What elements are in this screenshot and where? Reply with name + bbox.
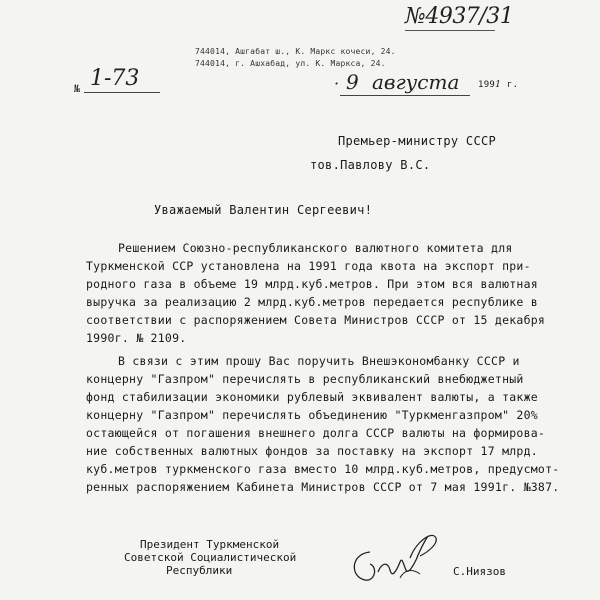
paragraph-line: ренных распоряжением Кабинета Министров СССР от 7 мая 1991г. №387. xyxy=(86,480,560,494)
paragraph-line: остающейся от погашения внешнего долга СССР валюты на формирова- xyxy=(86,426,546,440)
addressee-line-2: тов.Павлову В.С. xyxy=(310,158,431,172)
signatory-title-3: Республики xyxy=(166,564,233,577)
signatory-title-2: Советской Социалистической xyxy=(124,551,297,564)
signatory-title-1: Президент Туркменской xyxy=(140,538,280,551)
letterhead-address-russian: 744014, г. Ашхабад, ул. К. Маркса, 24. xyxy=(195,59,386,68)
paragraph-line: соответствии с распоряжением Совета Министров СССР от 15 декабря xyxy=(86,313,546,327)
paragraph-line: родного газа в объеме 19 млрд.куб.метров. При этом вся валютная xyxy=(86,277,538,291)
letterhead-address-turkmen: 744014, Ашгабат ш., К. Маркс кочеси, 24. xyxy=(195,47,396,56)
outgoing-number-line xyxy=(84,92,160,93)
date-year: 1991 г. xyxy=(478,80,519,90)
salutation: Уважаемый Валентин Сергеевич! xyxy=(154,203,373,217)
date-dot: · xyxy=(334,74,340,93)
paragraph-line: Решением Союзно-республиканского валютного комитета для xyxy=(118,241,513,255)
outgoing-number-prefix: № xyxy=(74,84,81,95)
paragraph-line: 1990г. № 2109. xyxy=(86,331,187,345)
signatory-name: С.Ниязов xyxy=(453,565,506,578)
reg-number-underline xyxy=(405,30,495,31)
registration-number: №4937/31 xyxy=(405,4,514,29)
handwritten-signature xyxy=(340,522,450,592)
date-day: 9 xyxy=(346,70,359,94)
paragraph-line: куб.метров туркменского газа вместо 10 млрд.куб.метров, предусмот- xyxy=(86,462,560,476)
paragraph-line: концерну "Газпром" перечислять объединению "Туркменгазпром" 20% xyxy=(86,408,538,422)
addressee-line-1: Премьер-министру СССР xyxy=(338,134,497,148)
paragraph-line: фонд стабилизации экономики рублевый эквивалент валюты, а также xyxy=(86,390,538,404)
date-month: августа xyxy=(372,70,460,94)
paragraph-line: В связи с этим прошу Вас поручить Внешэкономбанку СССР и xyxy=(118,354,520,368)
date-underline xyxy=(340,95,470,96)
paragraph-line: выручка за реализацию 2 млрд.куб.метров передается республике в xyxy=(86,295,538,309)
outgoing-number: 1-73 xyxy=(90,66,140,91)
paragraph-line: концерну "Газпром" перечислять в республиканский внебюджетный xyxy=(86,372,524,386)
paragraph-line: ние собственных валютных фондов за поставку на экспорт 17 млрд. xyxy=(86,444,538,458)
paragraph-line: Туркменской ССР установлена на 1991 года квота на экспорт при- xyxy=(86,259,531,273)
